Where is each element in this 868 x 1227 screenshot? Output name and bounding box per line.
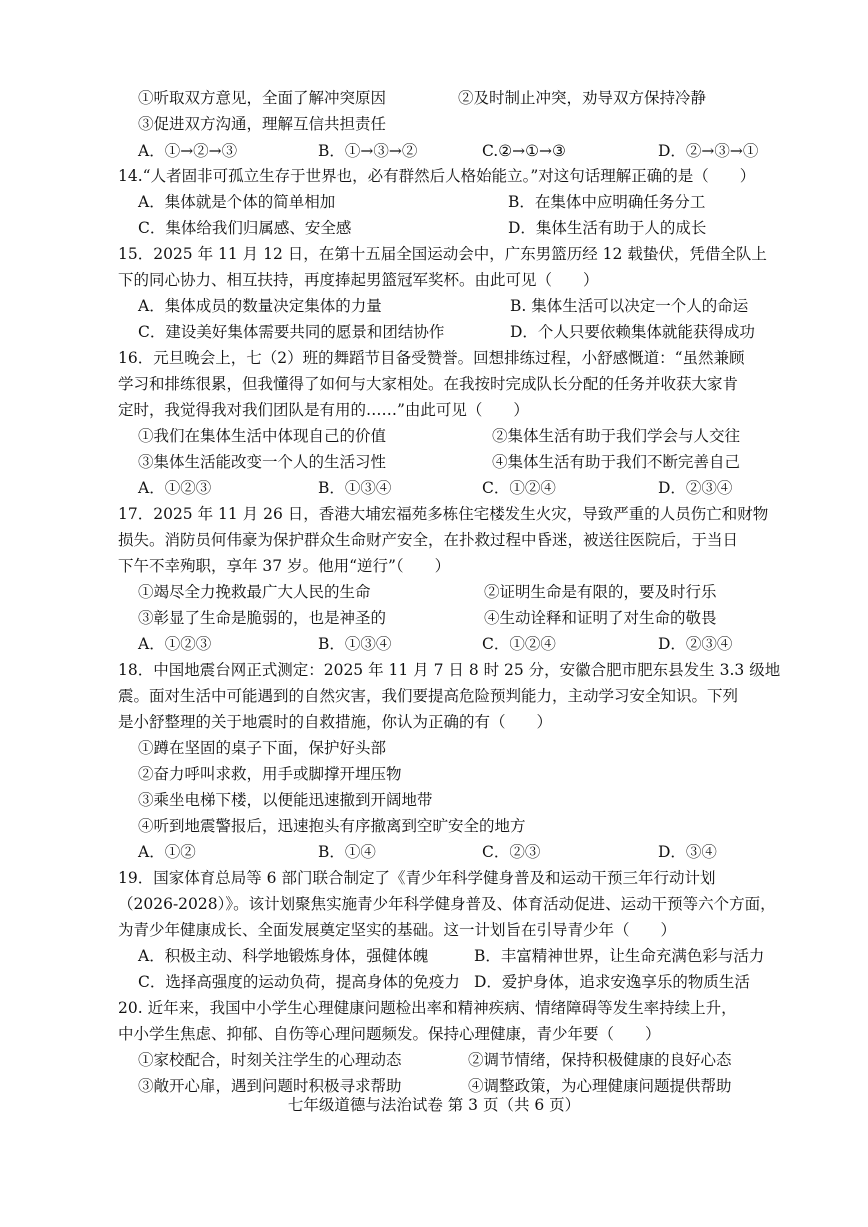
q13-options-row-1 xyxy=(138,88,798,108)
q20-options-row-2 xyxy=(138,1076,798,1096)
q15-choice-a: A．集体成员的数量决定集体的力量 xyxy=(138,297,382,315)
q16-choice-c: C．①②④ xyxy=(482,479,556,497)
q19-choices-row-2 xyxy=(138,972,798,992)
q18-choice-d: D．③④ xyxy=(658,843,717,861)
q17-choice-d: D．②③④ xyxy=(658,635,733,653)
q15-stem-line-1: 15．2025 年 11 月 12 日，在第十五届全国运动会中，广东男篮历经 12 载蛰伏，凭借全队上 xyxy=(118,245,767,263)
q16-stem-line-2: 学习和排练很累，但我懂得了如何与大家相处。在我按时完成队长分配的任务并收获大家肯 xyxy=(118,375,739,393)
q18-option-3: ③乘坐电梯下楼，以便能迅速撤到开阔地带 xyxy=(138,791,433,809)
q17-choice-a: A．①②③ xyxy=(138,635,212,653)
q14-choice-c: C．集体给我们归属感、安全感 xyxy=(138,219,352,237)
q17-option-4: ④生动诠释和证明了对生命的敬畏 xyxy=(484,609,717,627)
q20-options-row-1 xyxy=(138,1050,798,1070)
q13-choice-d: D．②→③→① xyxy=(658,142,759,160)
q17-stem-line-2: 损失。消防员何伟豪为保护群众生命财产安全，在扑救过程中昏迷，被送往医院后，于当日 xyxy=(118,531,739,549)
q13-option-2: ②及时制止冲突，劝导双方保持冷静 xyxy=(458,89,707,107)
q17-choice-b: B．①③④ xyxy=(318,635,392,653)
q14-choice-a: A．集体就是个体的简单相加 xyxy=(138,193,336,211)
q19-choice-c: C．选择高强度的运动负荷，提高身体的免疫力 xyxy=(138,973,460,991)
q15-choice-c: C．建设美好集体需要共同的愿景和团结协作 xyxy=(138,323,445,341)
q18-choice-a: A．①② xyxy=(138,843,196,861)
q14-choice-b: B．在集体中应明确任务分工 xyxy=(508,193,706,211)
q18-option-4: ④听到地震警报后，迅速抱头有序撤离到空旷安全的地方 xyxy=(138,817,526,835)
q16-option-2: ②集体生活有助于我们学会与人交往 xyxy=(492,427,741,445)
q16-option-4: ④集体生活有助于我们不断完善自己 xyxy=(492,453,741,471)
q15-choice-d: D．个人只要依赖集体就能获得成功 xyxy=(510,323,755,341)
q19-choice-b: B．丰富精神世界，让生命充满色彩与活力 xyxy=(474,947,765,965)
q13-option-1: ①听取双方意见，全面了解冲突原因 xyxy=(138,89,387,107)
q17-option-2: ②证明生命是有限的，要及时行乐 xyxy=(484,583,717,601)
q13-choice-b: B．①→③→② xyxy=(318,142,418,160)
q15-stem-line-2: 下的同心协力、相互扶持，再度捧起男篮冠军奖杯。由此可见（ ） xyxy=(118,271,599,289)
q17-choice-c: C．①②④ xyxy=(482,635,556,653)
q16-choice-d: D．②③④ xyxy=(658,479,733,497)
q17-option-3: ③彰显了生命是脆弱的，也是神圣的 xyxy=(138,609,387,627)
q13-option-3: ③促进双方沟通，理解互信共担责任 xyxy=(138,115,387,133)
q15-choices-row-1 xyxy=(138,296,798,316)
page-footer: 七年级道德与法治试卷 第 3 页（共 6 页） xyxy=(287,1096,581,1114)
q14-stem: 14.“人者固非可孤立生存于世界也，必有群然后人格始能立。”对这句话理解正确的是（ ） xyxy=(118,167,756,185)
q20-stem-line-2: 中小学生焦虑、抑郁、自伤等心理问题频发。保持心理健康，青少年要（ ） xyxy=(118,1025,661,1043)
q17-options-row-1 xyxy=(138,582,798,602)
q14-choice-d: D．集体生活有助于人的成长 xyxy=(508,219,707,237)
q15-choices-row-2 xyxy=(138,322,798,342)
q18-stem-line-3: 是小舒整理的关于地震时的自救措施，你认为正确的有（ ） xyxy=(118,713,553,731)
q13-choice-a: A．①→②→③ xyxy=(138,142,238,160)
q19-choice-d: D．爱护身体，追求安逸享乐的物质生活 xyxy=(474,973,750,991)
q19-stem-line-1: 19．国家体育总局等 6 部门联合制定了《青少年科学健身普及和运动干预三年行动计划 xyxy=(118,869,716,887)
q16-stem-line-3: 定时，我觉得我对我们团队是有用的……”由此可见（ ） xyxy=(118,401,529,419)
q19-choice-a: A．积极主动、科学地锻炼身体，强健体魄 xyxy=(138,947,429,965)
q16-option-1: ①我们在集体生活中体现自己的价值 xyxy=(138,427,387,445)
q18-choice-c: C．②③ xyxy=(482,843,541,861)
q19-stem-line-3: 为青少年健康成长、全面发展奠定坚实的基础。这一计划旨在引导青少年（ ） xyxy=(118,921,677,939)
q16-choice-a: A．①②③ xyxy=(138,479,212,497)
q20-option-3: ③敞开心扉，遇到问题时积极寻求帮助 xyxy=(138,1077,402,1095)
q19-choices-row-1 xyxy=(138,946,798,966)
q17-option-1: ①竭尽全力挽救最广大人民的生命 xyxy=(138,583,371,601)
q16-options-row-1 xyxy=(138,426,798,446)
q19-stem-line-2: （2026-2028）》。该计划聚焦实施青少年科学健身普及、体育活动促进、运动干预等六个方面， xyxy=(118,895,776,913)
q18-option-2: ②奋力呼叫求救，用手或脚撑开埋压物 xyxy=(138,765,402,783)
q16-option-3: ③集体生活能改变一个人的生活习性 xyxy=(138,453,387,471)
q17-stem-line-3: 下午不幸殉职，享年 37 岁。他用“逆行”（ ） xyxy=(118,557,451,575)
q18-stem-line-2: 震。面对生活中可能遇到的自然灾害，我们要提高危险预判能力，主动学习安全知识。下列 xyxy=(118,687,739,705)
q17-options-row-2 xyxy=(138,608,798,628)
q20-option-1: ①家校配合，时刻关注学生的心理动态 xyxy=(138,1051,402,1069)
q16-choice-b: B．①③④ xyxy=(318,479,392,497)
q18-stem-line-1: 18．中国地震台网正式测定：2025 年 11 月 7 日 8 时 25 分，安徽合肥市肥东县发生 3.3 级地 xyxy=(118,661,781,679)
q20-stem-line-1: 20. 近年来，我国中小学生心理健康问题检出率和精神疾病、情绪障碍等发生率持续上升， xyxy=(118,999,737,1017)
q20-option-2: ②调节情绪，保持积极健康的良好心态 xyxy=(468,1051,732,1069)
q16-stem-line-1: 16．元旦晚会上，七（2）班的舞蹈节目备受赞誉。回想排练过程，小舒感慨道：“虽然兼顾 xyxy=(118,349,745,367)
q15-choice-b: B. 集体生活可以决定一个人的命运 xyxy=(510,297,749,315)
q14-choices-row-1 xyxy=(138,192,798,212)
q13-choice-c: C.②→①→③ xyxy=(482,142,566,160)
q18-option-1: ①蹲在坚固的桌子下面，保护好头部 xyxy=(138,739,387,757)
q14-choices-row-2 xyxy=(138,218,798,238)
q17-stem-line-1: 17．2025 年 11 月 26 日，香港大埔宏福苑多栋住宅楼发生火灾，导致严重的人员伤亡和财物 xyxy=(118,505,769,523)
q20-option-4: ④调整政策，为心理健康问题提供帮助 xyxy=(468,1077,732,1095)
q18-choice-b: B．①④ xyxy=(318,843,376,861)
q16-options-row-2 xyxy=(138,452,798,472)
